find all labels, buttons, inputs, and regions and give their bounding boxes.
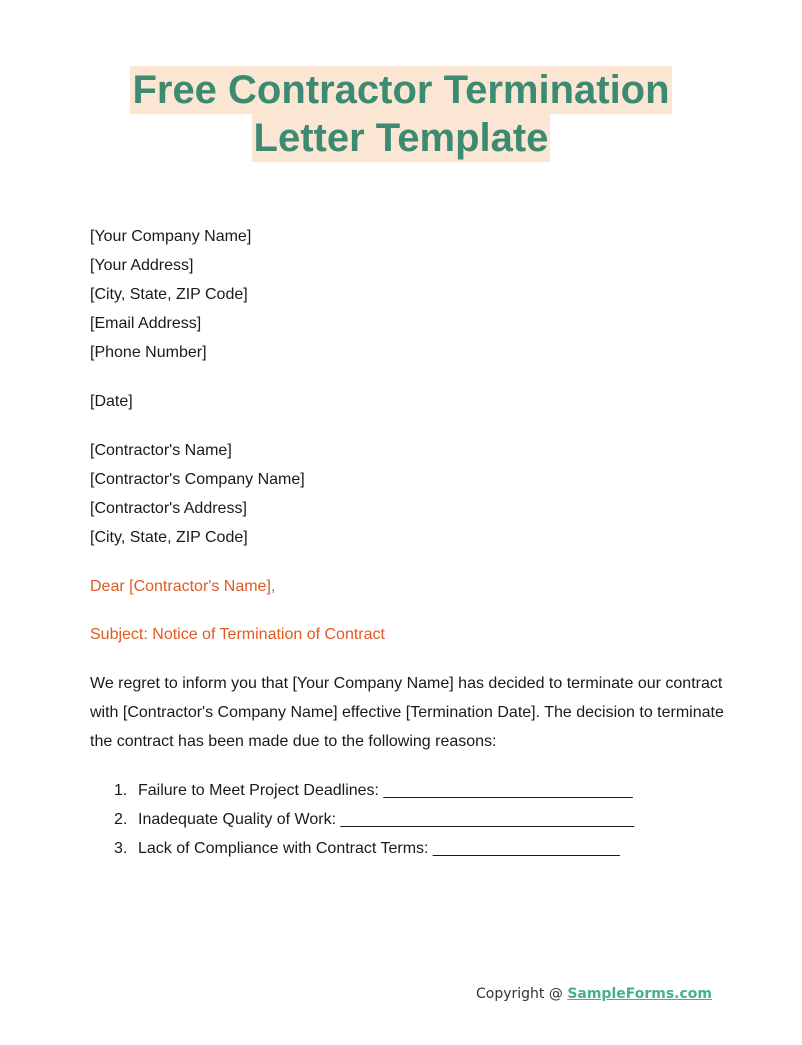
list-item-number: 2. bbox=[114, 811, 128, 828]
letter-body bbox=[90, 222, 730, 863]
list-item-text: Lack of Compliance with Contract Terms: _____________________ bbox=[138, 840, 620, 857]
sender-email: [Email Address] bbox=[90, 315, 202, 332]
document-title bbox=[0, 66, 802, 162]
sender-address: [Your Address] bbox=[90, 257, 194, 274]
body-paragraph: We regret to inform you that [Your Company Name] has decided to terminate our contract with [Contractor's Company Name] effective [Termination Date]. The decision to terminate the contract has been made due to the following reasons: bbox=[90, 675, 724, 750]
sender-company: [Your Company Name] bbox=[90, 228, 252, 245]
sender-city: [City, State, ZIP Code] bbox=[90, 286, 248, 303]
recipient-name: [Contractor's Name] bbox=[90, 442, 232, 459]
date-block bbox=[90, 387, 730, 416]
copyright-text: Copyright @ bbox=[476, 986, 568, 1002]
recipient-address: [Contractor's Address] bbox=[90, 500, 247, 517]
list-item-number: 3. bbox=[114, 840, 128, 857]
subject-line bbox=[90, 620, 730, 649]
recipient-city: [City, State, ZIP Code] bbox=[90, 529, 248, 546]
recipient-block bbox=[90, 436, 730, 552]
sender-block bbox=[90, 222, 730, 367]
list-item bbox=[90, 834, 730, 863]
subject-text: Subject: Notice of Termination of Contract bbox=[90, 626, 385, 643]
list-item bbox=[90, 776, 730, 805]
title-line-2: Letter Template bbox=[253, 116, 549, 160]
salutation-text: Dear [Contractor's Name], bbox=[90, 578, 276, 595]
list-item-text: Inadequate Quality of Work: _________________________________ bbox=[138, 811, 635, 828]
sender-phone: [Phone Number] bbox=[90, 344, 207, 361]
title-line-1: Free Contractor Termination bbox=[132, 68, 670, 112]
letter-date: [Date] bbox=[90, 393, 133, 410]
list-item-text: Failure to Meet Project Deadlines: ____________________________ bbox=[138, 782, 633, 799]
reasons-list bbox=[90, 776, 730, 863]
recipient-company: [Contractor's Company Name] bbox=[90, 471, 305, 488]
brand-link[interactable]: SampleForms.com bbox=[567, 986, 713, 1002]
list-item bbox=[90, 805, 730, 834]
list-item-number: 1. bbox=[114, 782, 128, 799]
copyright-footer bbox=[476, 986, 712, 1002]
salutation bbox=[90, 572, 730, 601]
